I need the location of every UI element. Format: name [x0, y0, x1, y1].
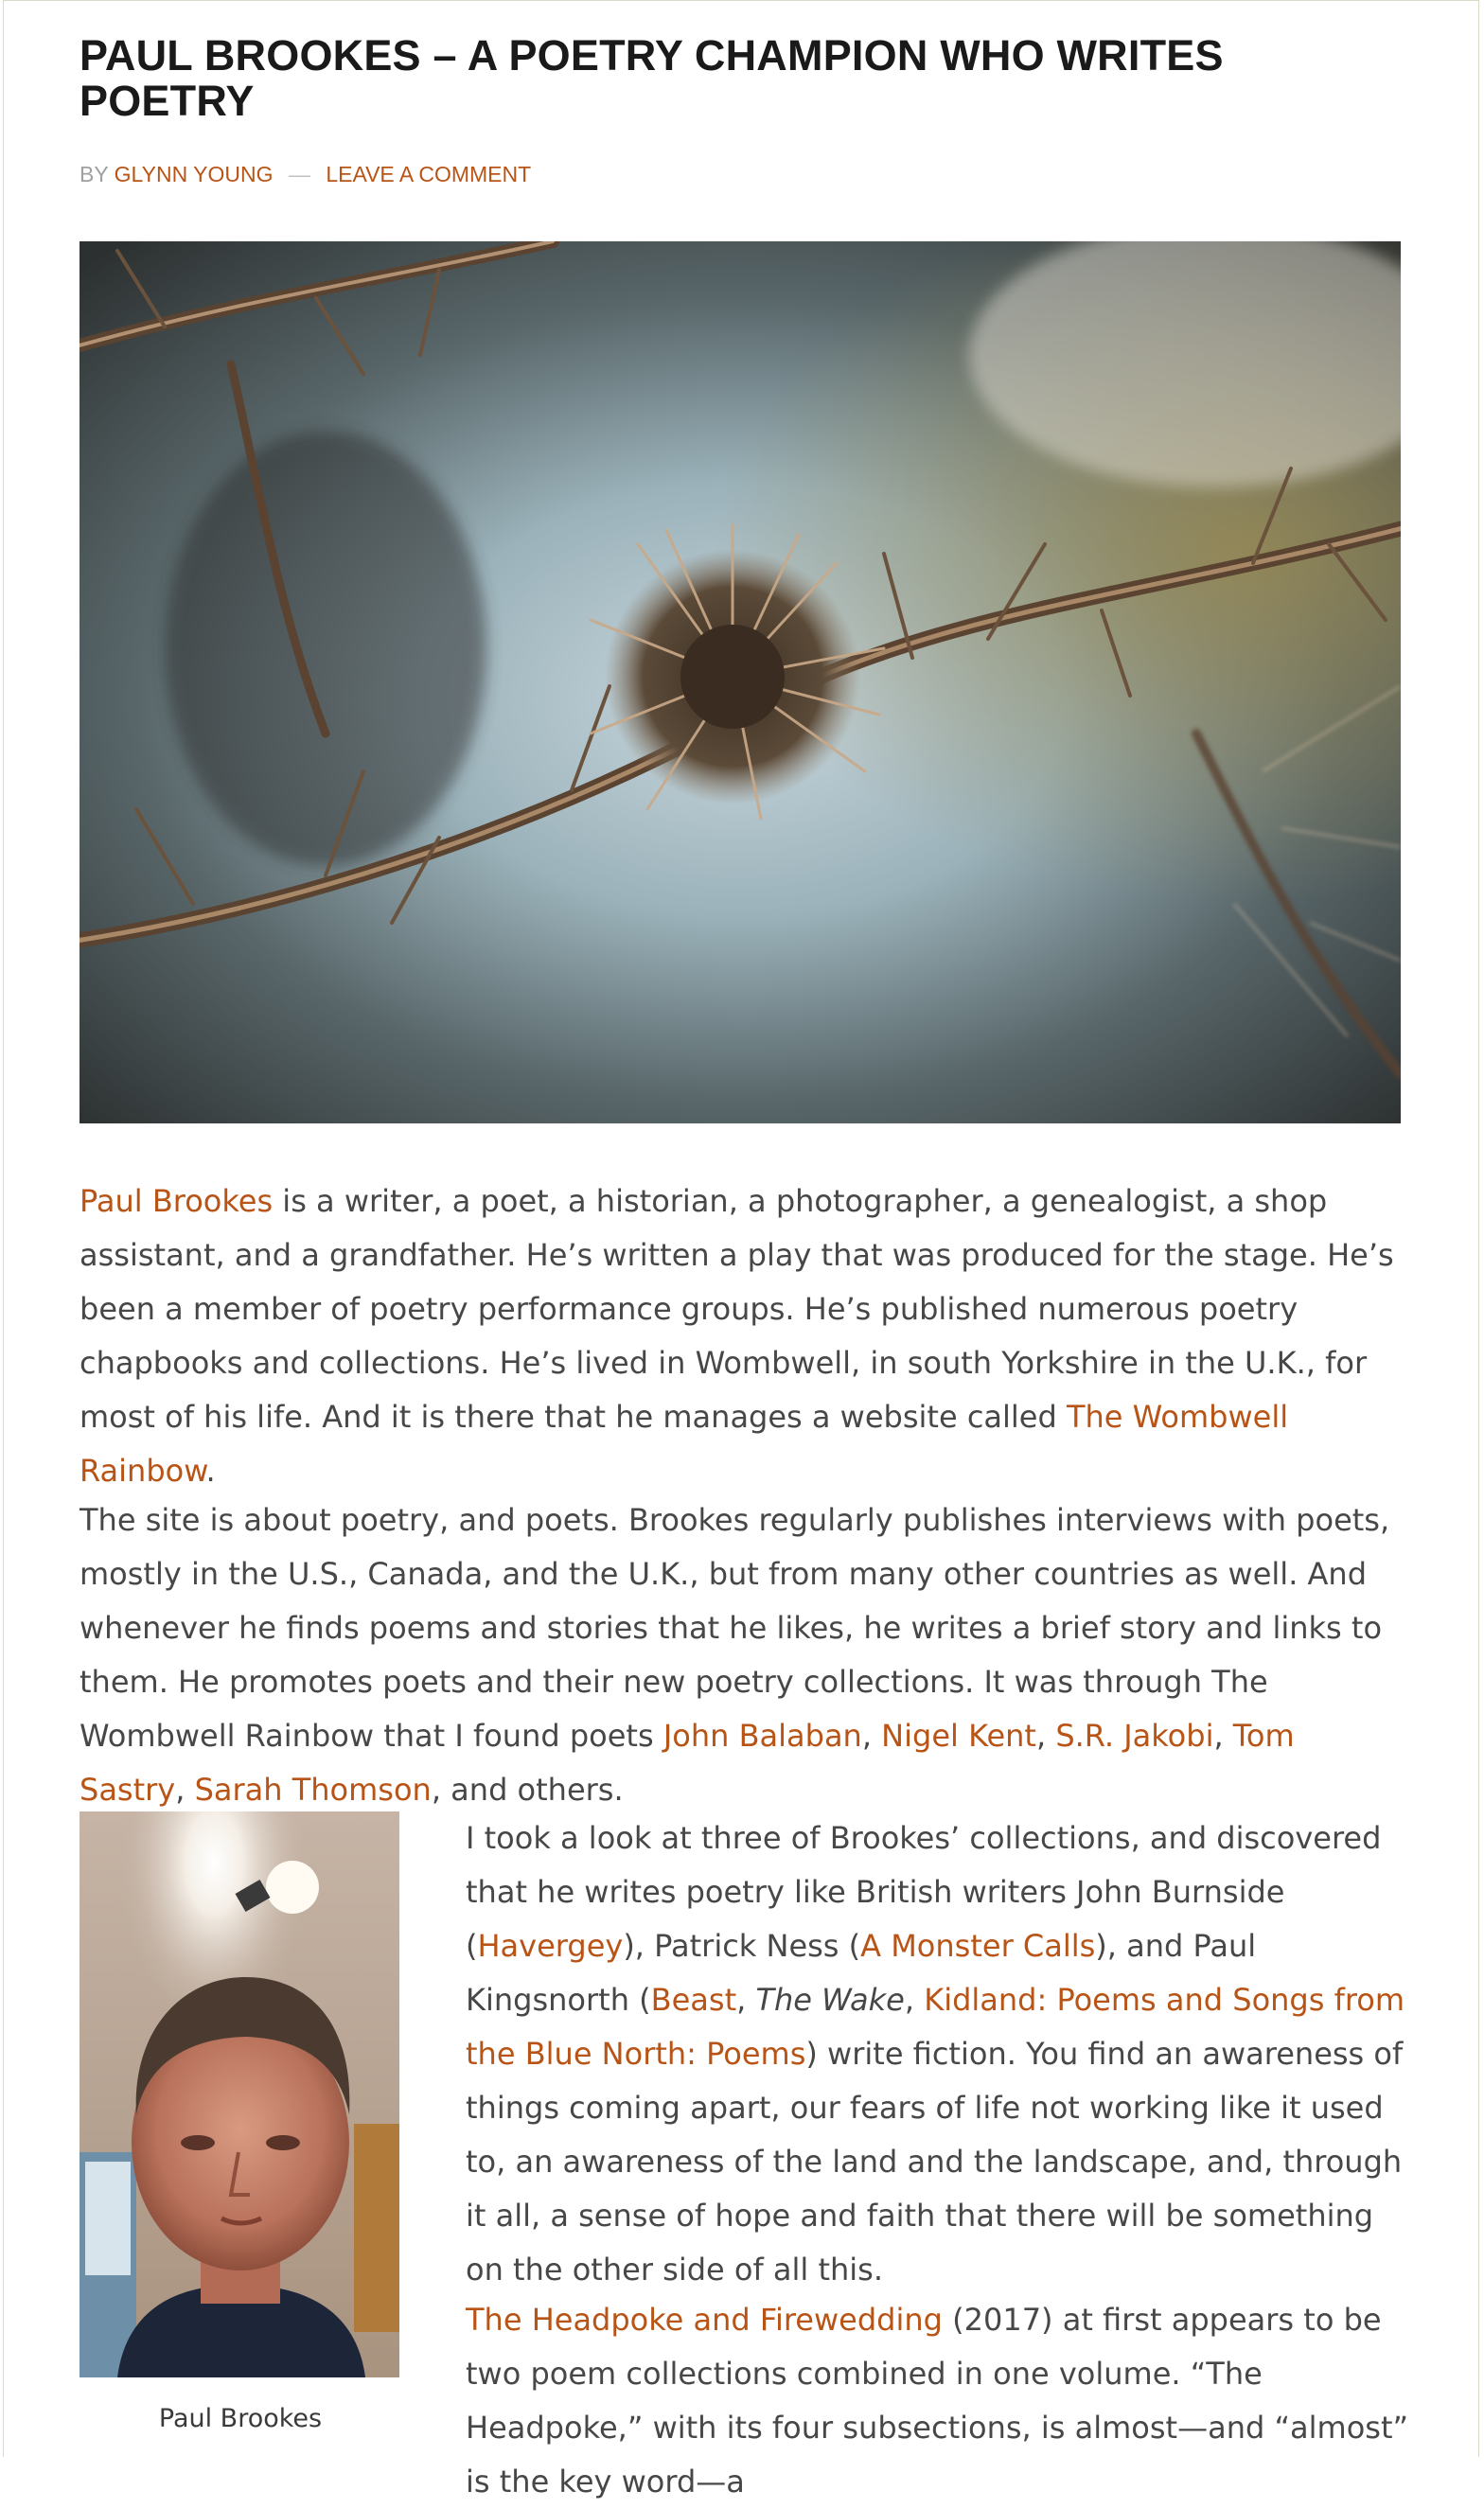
poet-link-sarah-thomson[interactable]: Sarah Thomson [194, 1772, 432, 1808]
thistle-hero-image [80, 241, 1401, 1123]
comma: , [175, 1772, 195, 1808]
collections-text: I took a look at three of Brookes’ collections, and discovered that he writes poetry like British writers John Burnside ( [466, 1820, 1382, 1964]
wombwell-rainbow-link[interactable]: The Wombwell Rainbow [80, 1399, 1289, 1489]
post-meta [80, 162, 531, 187]
site-text: The site is about poetry, and poets. Brookes regularly publishes interviews with poets, mostly in the U.S., Canada, and the U.K., but from many other countries as well. And whenever he finds poems and stories that he likes, he writes a brief story and links to them. He promotes poets and their new poetry collections. It was through The Wombwell Rainbow that I found poets [80, 1502, 1390, 1754]
by-label: BY [80, 162, 109, 186]
thistle-photo-icon [80, 241, 1401, 1123]
post-title[interactable]: PAUL BROOKES – A POETRY CHAMPION WHO WRITES POETRY [80, 31, 1224, 125]
poet-link-nigel-kent[interactable]: Nigel Kent [881, 1718, 1036, 1754]
leave-comment-link[interactable]: LEAVE A COMMENT [326, 162, 532, 186]
collections-text: , [736, 1982, 756, 2018]
poet-link-tom-sastry[interactable]: Tom Sastry [80, 1718, 1295, 1808]
author-link[interactable]: GLYNN YOUNG [114, 162, 274, 186]
collections-text: ) write fiction. You find an awareness of things coming apart, our fears of life not working like it used to, an awareness of the land and the landscape, and, through it all, a sense of hope and faith that there will be something on the other side of all this. [466, 2036, 1404, 2288]
portrait-photo [80, 1811, 399, 2377]
monster-calls-link[interactable]: A Monster Calls [860, 1928, 1096, 1964]
headpoke-paragraph [466, 2293, 1412, 2509]
the-wake-title: The Wake [755, 1982, 905, 2018]
collections-text: , [904, 1982, 925, 2018]
site-text-end: , and others. [431, 1772, 624, 1808]
collections-paragraph [466, 1811, 1412, 2297]
site-paragraph [80, 1493, 1404, 1817]
poet-link-john-balaban[interactable]: John Balaban [662, 1718, 862, 1754]
intro-paragraph [80, 1175, 1404, 1498]
paul-brookes-link[interactable]: Paul Brookes [80, 1183, 274, 1219]
comma: , [861, 1718, 882, 1754]
page [3, 0, 1479, 2500]
beast-link[interactable]: Beast [650, 1982, 737, 2018]
kidland-link[interactable]: Kidland: Poems and Songs from the Blue North: Poems [466, 1982, 1405, 2072]
headpoke-link[interactable]: The Headpoke and Firewedding [466, 2302, 943, 2338]
comma: , [1035, 1718, 1056, 1754]
havergey-link[interactable]: Havergey [477, 1928, 624, 1964]
collections-text: ), Patrick Ness ( [623, 1928, 861, 1964]
intro-period: . [205, 1453, 216, 1489]
collections-text: ), and Paul Kingsnorth ( [466, 1928, 1257, 2018]
portrait-caption: Paul Brookes [158, 2404, 323, 2433]
intro-text: is a writer, a poet, a historian, a photographer, a genealogist, a shop assistant, and a grandfather. He’s written a play that was produced for the stage. He’s been a member of poetry performance groups. He’s published numerous poetry chapbooks and collections. He’s lived in Wombwell, in south Yorkshire in the U.K., for most of his life. And it is there that he manages a website called [80, 1183, 1394, 1435]
comma: , [1213, 1718, 1233, 1754]
poet-link-sr-jakobi[interactable]: S.R. Jakobi [1055, 1718, 1214, 1754]
headpoke-text: (2017) at first appears to be two poem collections combined in one volume. “The Headpoke,” with its four subsections, is almost—and “almost” is the key word—a [466, 2302, 1409, 2500]
portrait-photo-icon [80, 1811, 399, 2377]
portrait-figure [80, 1811, 401, 2433]
meta-separator: — [288, 162, 310, 186]
